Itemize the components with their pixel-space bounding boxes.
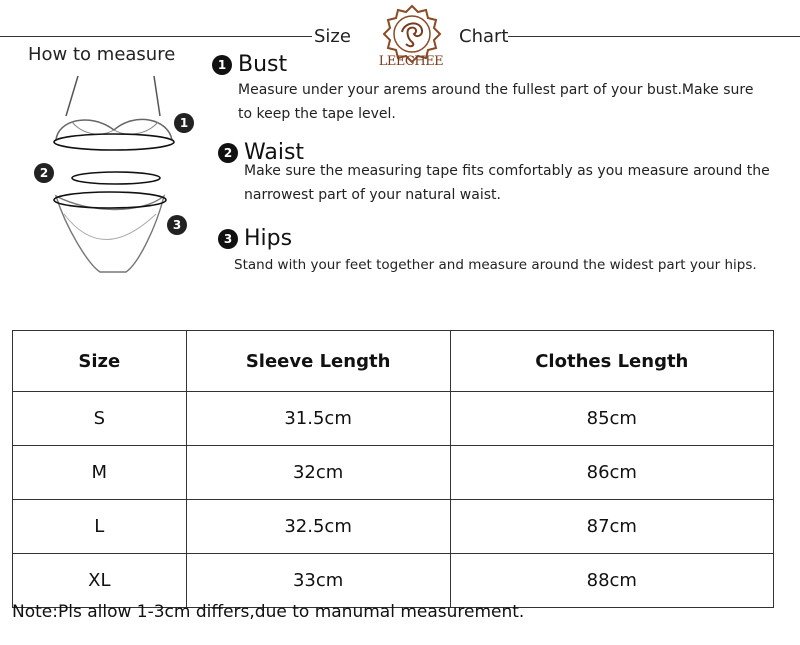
waist-description: Make sure the measuring tape fits comfortably as you measure around the narrowest part of your natural waist. (244, 163, 770, 203)
hips-description: Stand with your feet together and measure around the widest part your hips. (234, 257, 757, 273)
hips-title: Hips (244, 226, 293, 251)
bust-title: Bust (238, 52, 288, 77)
hips-heading (218, 226, 292, 251)
clothes-length-cell: 88cm (450, 554, 773, 608)
table-row (13, 392, 774, 446)
header-size-label: Size (314, 26, 351, 47)
clothes-length-cell: 87cm (450, 500, 773, 554)
bust-number-badge: 1 (212, 55, 232, 75)
size-cell: XL (13, 554, 187, 608)
sleeve-length-cell: 31.5cm (186, 392, 450, 446)
sleeve-length-cell: 32cm (186, 446, 450, 500)
clothes-length-cell: 85cm (450, 392, 773, 446)
bust-description: Measure under your arems around the fullest part of your bust.Make sure to keep the tape level. (238, 82, 754, 122)
hips-number-badge: 3 (218, 229, 238, 249)
size-table (12, 330, 774, 608)
table-row (13, 500, 774, 554)
header-size: Size (13, 331, 187, 392)
brand-name: LEECHEE (378, 54, 444, 69)
waist-title: Waist (244, 140, 305, 165)
size-cell: L (13, 500, 187, 554)
header-sleeve-length: Sleeve Length (186, 331, 450, 392)
sleeve-length-cell: 32.5cm (186, 500, 450, 554)
how-to-measure-title: How to measure (28, 44, 176, 65)
header-rule-left (0, 36, 312, 37)
size-cell: S (13, 392, 187, 446)
size-cell: M (13, 446, 187, 500)
table-row (13, 554, 774, 608)
measurement-note: Note:Pls allow 1-3cm differs,due to manumal measurement. (12, 602, 525, 622)
header-clothes-length: Clothes Length (450, 331, 773, 392)
table-row (13, 446, 774, 500)
marker-2-badge: 2 (34, 163, 54, 183)
waist-number-badge: 2 (218, 143, 238, 163)
marker-1-badge: 1 (174, 113, 194, 133)
clothes-length-cell: 86cm (450, 446, 773, 500)
bust-heading (212, 52, 287, 77)
header-chart-label: Chart (459, 26, 509, 47)
table-header-row (13, 331, 774, 392)
header-rule-right (508, 36, 800, 37)
marker-3-badge: 3 (167, 215, 187, 235)
sleeve-length-cell: 33cm (186, 554, 450, 608)
body-measurement-illustration (30, 68, 200, 278)
